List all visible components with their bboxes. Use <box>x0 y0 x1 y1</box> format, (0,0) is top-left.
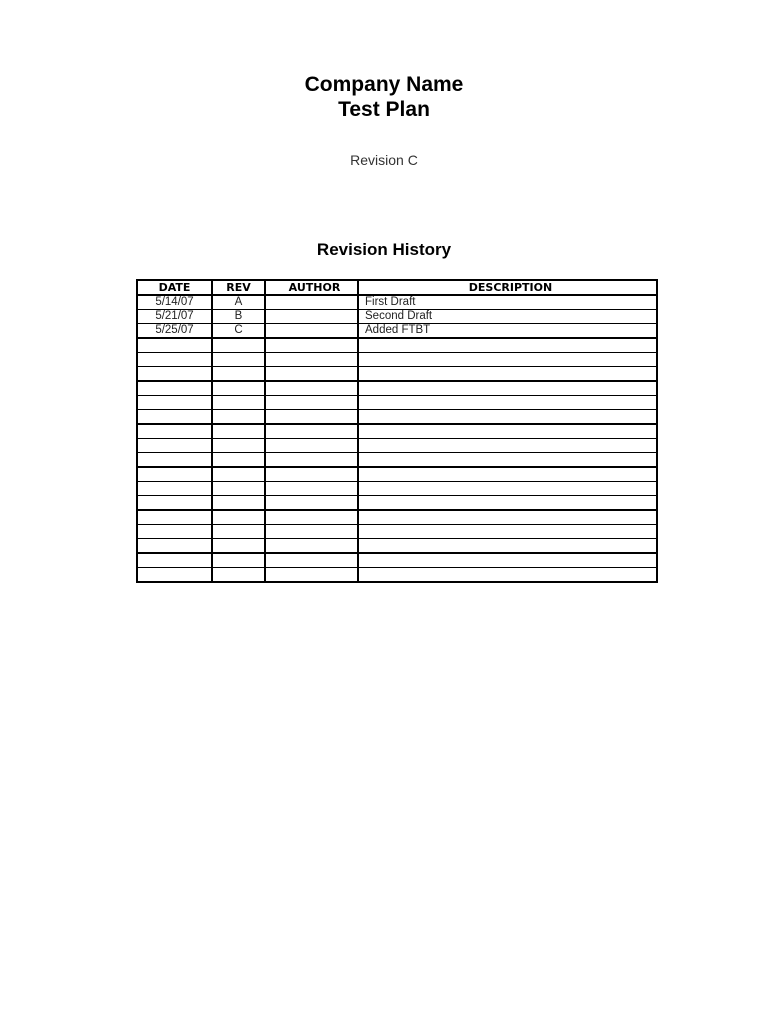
cell-rev <box>212 338 265 353</box>
cell-rev <box>212 381 265 396</box>
column-header-date: DATE <box>137 280 212 295</box>
cell-date <box>137 353 212 367</box>
cell-description <box>358 510 657 525</box>
table-row <box>137 338 657 353</box>
cell-rev <box>212 353 265 367</box>
cell-description <box>358 424 657 439</box>
cell-date <box>137 424 212 439</box>
cell-date: 5/25/07 <box>137 324 212 339</box>
cell-date <box>137 396 212 410</box>
table-row <box>137 510 657 525</box>
cell-description: Second Draft <box>358 310 657 324</box>
cell-rev <box>212 424 265 439</box>
cell-description <box>358 338 657 353</box>
cell-date <box>137 439 212 453</box>
cell-author <box>265 496 358 511</box>
cell-description: Added FTBT <box>358 324 657 339</box>
cell-description <box>358 353 657 367</box>
cell-author <box>265 568 358 583</box>
cell-description <box>358 396 657 410</box>
cell-author <box>265 410 358 425</box>
cell-author <box>265 396 358 410</box>
cell-rev <box>212 496 265 511</box>
cell-rev <box>212 467 265 482</box>
cell-author <box>265 353 358 367</box>
table-row <box>137 295 657 310</box>
cell-rev: B <box>212 310 265 324</box>
table-row <box>137 439 657 453</box>
cell-author <box>265 310 358 324</box>
cell-description <box>358 410 657 425</box>
cell-date <box>137 467 212 482</box>
cell-description <box>358 467 657 482</box>
cell-date: 5/14/07 <box>137 295 212 310</box>
cell-author <box>265 467 358 482</box>
cell-author <box>265 367 358 382</box>
table-row <box>137 381 657 396</box>
cell-author <box>265 324 358 339</box>
column-header-description: DESCRIPTION <box>358 280 657 295</box>
cell-date <box>137 381 212 396</box>
cell-rev <box>212 553 265 568</box>
table-row <box>137 324 657 339</box>
table-row <box>137 482 657 496</box>
cell-date <box>137 338 212 353</box>
document-title-block <box>0 72 768 122</box>
cell-description <box>358 539 657 554</box>
cell-author <box>265 338 358 353</box>
cell-date <box>137 367 212 382</box>
table-row <box>137 353 657 367</box>
cell-author <box>265 539 358 554</box>
table-header-row <box>137 280 657 295</box>
cell-description <box>358 568 657 583</box>
cell-date <box>137 453 212 468</box>
table-row <box>137 396 657 410</box>
cell-rev: C <box>212 324 265 339</box>
cell-description <box>358 439 657 453</box>
cell-description <box>358 525 657 539</box>
cell-author <box>265 510 358 525</box>
cell-rev <box>212 367 265 382</box>
column-header-rev: REV <box>212 280 265 295</box>
revision-table-body <box>137 295 657 582</box>
revision-history-table <box>136 279 658 583</box>
cell-rev <box>212 453 265 468</box>
cell-rev <box>212 525 265 539</box>
cell-rev <box>212 539 265 554</box>
cell-description <box>358 553 657 568</box>
table-row <box>137 496 657 511</box>
cell-author <box>265 295 358 310</box>
cell-description <box>358 367 657 382</box>
cell-description: First Draft <box>358 295 657 310</box>
table-row <box>137 410 657 425</box>
cell-date <box>137 553 212 568</box>
cell-author <box>265 525 358 539</box>
cell-rev <box>212 439 265 453</box>
cell-date <box>137 525 212 539</box>
cell-description <box>358 453 657 468</box>
table-row <box>137 453 657 468</box>
cell-date <box>137 568 212 583</box>
cell-rev <box>212 510 265 525</box>
cell-date: 5/21/07 <box>137 310 212 324</box>
column-header-author: AUTHOR <box>265 280 358 295</box>
cell-date <box>137 482 212 496</box>
cell-author <box>265 424 358 439</box>
cell-rev <box>212 568 265 583</box>
table-row <box>137 568 657 583</box>
cell-rev: A <box>212 295 265 310</box>
cell-description <box>358 496 657 511</box>
company-name: Company Name <box>304 73 464 96</box>
cell-date <box>137 539 212 554</box>
revision-history-heading: Revision History <box>316 240 452 259</box>
cell-date <box>137 410 212 425</box>
cell-author <box>265 381 358 396</box>
document-title: Test Plan <box>338 98 430 121</box>
table-row <box>137 553 657 568</box>
cell-rev <box>212 410 265 425</box>
table-row <box>137 310 657 324</box>
table-row <box>137 424 657 439</box>
cell-author <box>265 553 358 568</box>
cell-author <box>265 453 358 468</box>
cell-date <box>137 510 212 525</box>
revision-label: Revision C <box>350 152 418 168</box>
cell-date <box>137 496 212 511</box>
cell-author <box>265 439 358 453</box>
cell-rev <box>212 482 265 496</box>
table-row <box>137 525 657 539</box>
table-row <box>137 367 657 382</box>
table-row <box>137 539 657 554</box>
cell-description <box>358 482 657 496</box>
table-row <box>137 467 657 482</box>
cell-rev <box>212 396 265 410</box>
cell-author <box>265 482 358 496</box>
cell-description <box>358 381 657 396</box>
